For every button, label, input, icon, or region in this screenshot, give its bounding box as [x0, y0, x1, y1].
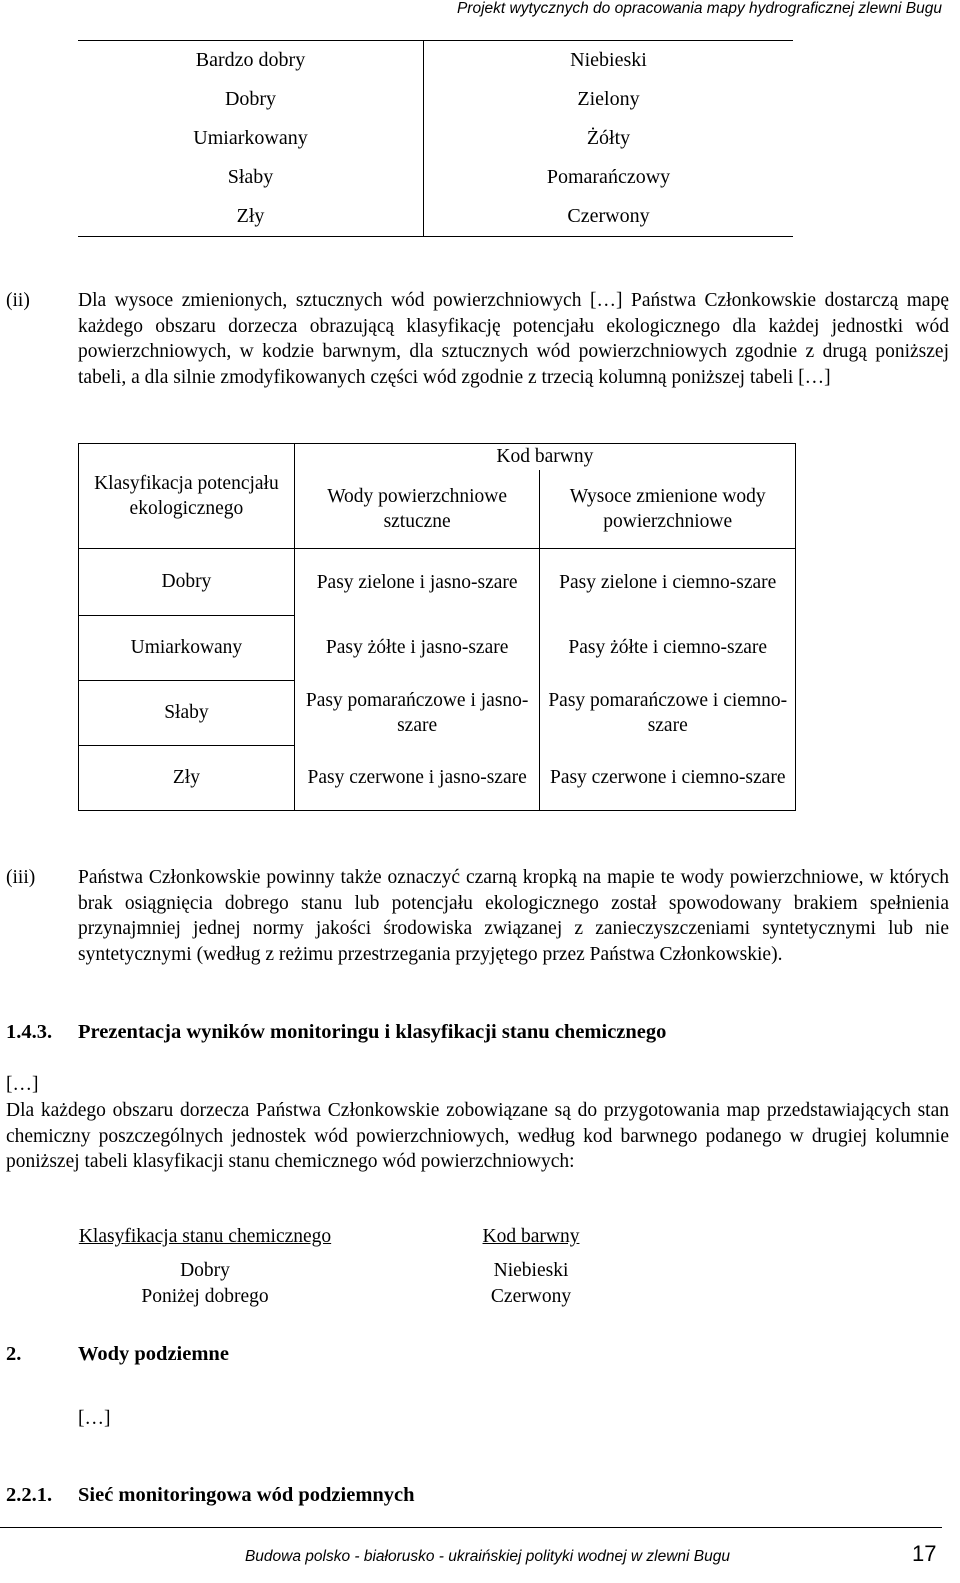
footer-text: Budowa polsko - białorusko - ukraińskiej polityki wodnej w zlewni Bugu [244, 1548, 730, 1565]
header-artificial-waters: Wody powierzchniowe sztuczne [294, 470, 540, 549]
table-row [79, 681, 796, 746]
artificial-color-cell: Pasy żółte i jasno-szare [294, 616, 540, 681]
status-class-cell: Dobry [78, 80, 424, 119]
section-143-ellipsis: […] [6, 1074, 39, 1095]
status-class-cell: Zły [78, 197, 424, 237]
table-row [79, 616, 796, 681]
potential-class-cell: Umiarkowany [79, 616, 295, 681]
footer-divider [0, 1527, 942, 1528]
section-221-title: Sieć monitoringowa wód podziemnych [78, 1484, 415, 1506]
artificial-color-cell: Pasy czerwone i jasno-szare [294, 746, 540, 811]
color-code-cell: Niebieski [424, 41, 794, 81]
modified-color-cell: Pasy zielone i ciemno-szare [540, 549, 796, 616]
status-class-cell: Umiarkowany [78, 119, 424, 158]
modified-color-cell: Pasy czerwone i ciemno-szare [540, 746, 796, 811]
header-classification: Klasyfikacja potencjału ekologicznego [79, 444, 295, 549]
chemical-color-cell: Niebieski [493, 1260, 569, 1281]
chemical-class-column [58, 1224, 352, 1310]
page-header-title: Projekt wytycznych do opracowania mapy hydrograficznej zlewni Bugu [456, 0, 942, 17]
modified-color-cell: Pasy pomarańczowe i ciemno-szare [540, 681, 796, 746]
header-modified-waters: Wysoce zmienione wody powierzchniowe [540, 470, 796, 549]
ecological-status-color-table [78, 40, 793, 237]
modified-color-cell: Pasy żółte i ciemno-szare [540, 616, 796, 681]
header-color-code: Kod barwny [294, 444, 795, 471]
status-class-cell: Słaby [78, 158, 424, 197]
section-143-paragraph: Dla każdego obszaru dorzecza Państwa Członkowskie zobowiązane są do przygotowania map przedstawiających stan chemiczny poszczególnych jednostek wód powierzchniowych, według kod barwnego podanego w drugiej kolumnie poniższej tabeli klasyfikacji stanu chemicznego wód powierzchniowych: [6, 1100, 949, 1173]
table-row [79, 549, 796, 616]
artificial-color-cell: Pasy zielone i jasno-szare [294, 549, 540, 616]
table-header-row [79, 444, 796, 471]
section-143-number: 1.4.3. [6, 1021, 53, 1043]
table-row [78, 80, 793, 119]
table-row [78, 41, 793, 81]
chemical-class-cell: Dobry [180, 1260, 230, 1281]
section-2-title: Wody podziemne [78, 1343, 229, 1365]
section-143-title: Prezentacja wyników monitoringu i klasyfikacji stanu chemicznego [78, 1021, 667, 1043]
artificial-color-cell: Pasy pomarańczowe i jasno-szare [294, 681, 540, 746]
chemical-class-cell: Poniżej dobrego [141, 1286, 269, 1307]
section-iii-number: (iii) [6, 867, 36, 888]
ecological-potential-color-table [78, 443, 796, 811]
header-chemical-classification: Klasyfikacja stanu chemicznego [78, 1226, 332, 1247]
potential-class-cell: Słaby [79, 681, 295, 746]
table-row [78, 197, 793, 237]
table-row [79, 746, 796, 811]
page-number: 17 [912, 1541, 937, 1566]
section-ii-paragraph: Dla wysoce zmienionych, sztucznych wód powierzchniowych […] Państwa Członkowskie dostarczą mapę każdego obszaru dorzecza obrazującą klasyfikację potencjału ekologicznego dla każdej jednostki wód powierzchniowych, w kodzie barwnym, dla sztucznych wód powierzchniowych zgodnie z drugą poniższej tabeli, a dla silnie zmodyfikowanych części wód zgodnie z trzecią kolumną poniższej tabeli […] [78, 290, 949, 388]
potential-class-cell: Dobry [79, 549, 295, 616]
section-2-ellipsis: […] [78, 1408, 111, 1429]
chemical-color-cell: Czerwony [490, 1286, 572, 1307]
chemical-color-column [466, 1224, 596, 1310]
section-ii-number: (ii) [6, 290, 30, 311]
table-row [78, 119, 793, 158]
section-221-number: 2.2.1. [6, 1484, 53, 1506]
color-code-cell: Czerwony [424, 197, 794, 237]
section-2-number: 2. [6, 1343, 22, 1365]
color-code-cell: Pomarańczowy [546, 166, 671, 188]
header-chemical-color-code: Kod barwny [482, 1226, 580, 1247]
section-iii-paragraph: Państwa Członkowskie powinny także oznaczyć czarną kropką na mapie te wody powierzchniowe, w których brak osiągnięcia dobrego stanu lub potencjału ekologicznego został spowodowany brakiem spełnienia przynajmniej jednej normy jakości środowiska związanej z zanieczyszczeniami syntetycznymi lub nie syntetycznymi (według z reżimu przestrzegania przyjętego przez Państwa Członkowskie). [78, 867, 949, 965]
potential-class-cell: Zły [79, 746, 295, 811]
table-row [78, 158, 793, 197]
status-class-cell: Bardzo dobry [78, 41, 424, 81]
color-code-cell: Zielony [577, 88, 640, 110]
color-code-cell: Żółty [586, 127, 631, 149]
